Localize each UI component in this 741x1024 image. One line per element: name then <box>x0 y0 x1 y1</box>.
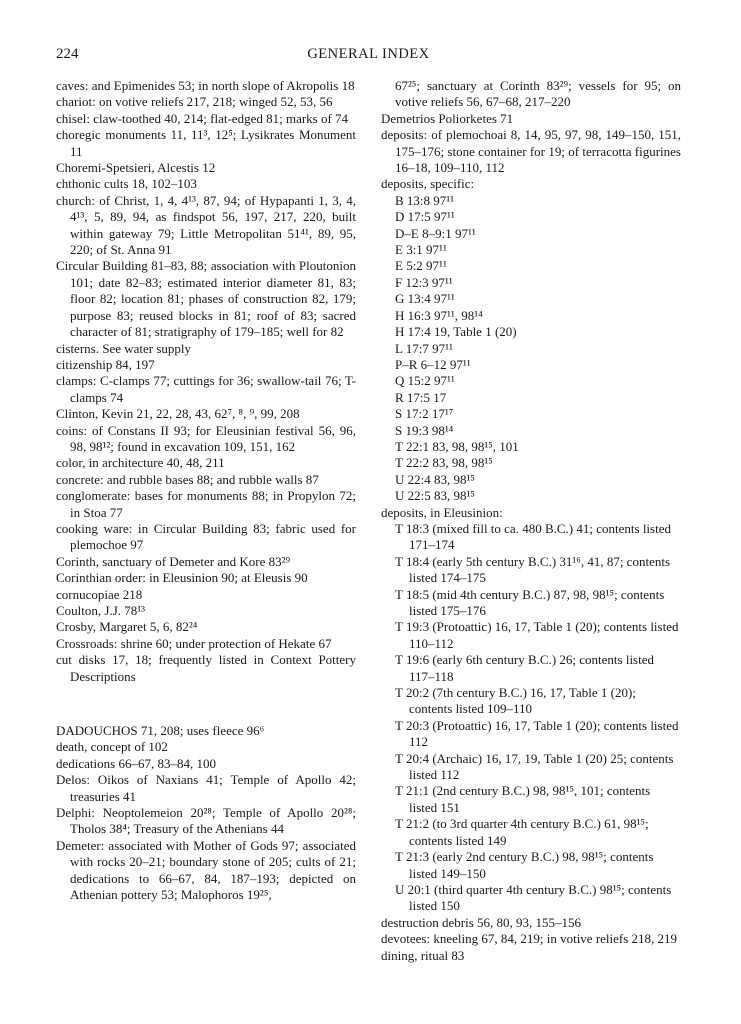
index-entry-color: color, in architecture 40, 48, 211 <box>56 455 225 471</box>
index-subentry-t-19-3: T 19:3 (Protoattic) 16, 17, Table 1 (20); contents listed 110–112 <box>395 619 679 651</box>
index-entry-caves: caves: and Epimenides 53; in north slope of Akropolis 18 <box>56 78 355 93</box>
index-subentry-t-21-3: T 21:3 (early 2nd century B.C.) 98, 98¹⁵; contents listed 149–150 <box>395 849 654 881</box>
index-entry-destruction-debris: destruction debris 56, 80, 93, 155–156 <box>381 914 582 930</box>
index-subentry-q-15-2: Q 15:2 97¹¹ <box>395 373 455 389</box>
index-subentry-t-18-5: T 18:5 (mid 4th century B.C.) 87, 98, 98¹⁵; contents listed 175–176 <box>395 586 665 618</box>
index-entry-deposits-in-eleusinion: deposits, in Eleusinion: <box>381 504 503 520</box>
index-entry-concrete: concrete: and rubble bases 88; and rubble walls 87 <box>56 471 319 487</box>
page-number: 224 <box>56 46 79 62</box>
index-entry-cisterns: cisterns. See water supply <box>56 340 192 356</box>
index-entry-dadouchos: DADOUCHOS 71, 208; uses fleece 96⁶ <box>56 723 265 739</box>
index-subentry-t-21-1: T 21:1 (2nd century B.C.) 98, 98¹⁵, 101; contents listed 151 <box>395 783 651 815</box>
index-subentry-g-13-4: G 13:4 97¹¹ <box>395 291 455 307</box>
index-entry-corinth: Corinth, sanctuary of Demeter and Kore 83²⁹ <box>56 553 291 569</box>
index-entry-choregic-monuments: choregic monuments 11, 11³, 12⁵; Lysikrates Monument 11 <box>56 127 356 159</box>
index-entry-cut-disks: cut disks 17, 18; frequently listed in Context Pottery Descriptions <box>56 652 356 684</box>
index-subentry-s-17-2: S 17:2 17¹⁷ <box>395 406 454 422</box>
index-subentry-t-22-2: T 22:2 83, 98, 98¹⁵ <box>395 455 493 471</box>
index-entry-cooking-ware: cooking ware: in Circular Building 83; fabric used for plemochoe 97 <box>56 520 356 553</box>
index-entry-dining-ritual: dining, ritual 83 <box>381 947 465 963</box>
index-subentry-t-20-3: T 20:3 (Protoattic) 16, 17, Table 1 (20); contents listed 112 <box>395 717 679 750</box>
index-entry-cornucopiae: cornucopiae 218 <box>56 586 143 602</box>
index-subentry-l-17-7: L 17:7 97¹¹ <box>395 340 453 356</box>
right-column <box>381 78 681 964</box>
index-subentry-t-18-4: T 18:4 (early 5th century B.C.) 31¹⁶, 41, 87; contents listed 174–175 <box>395 553 671 586</box>
index-subentry-t-20-2: T 20:2 (7th century B.C.) 16, 17, Table 1 (20); contents listed 109–110 <box>395 685 636 717</box>
index-entry-demeter: Demeter: associated with Mother of Gods 97; associated with rocks 20–21; boundary stone of 205; cults of 21; dedications to 66–67, 84, 187–193; depicted on Athenian pottery 53; Malophoros 19²⁵, <box>56 837 356 903</box>
page-header <box>56 46 681 68</box>
letter-gap <box>56 685 356 723</box>
index-subentry-d-17-5: D 17:5 97¹¹ <box>395 209 455 225</box>
index-subentry-s-19-3: S 19:3 98¹⁴ <box>395 422 454 438</box>
index-entry-death: death, concept of 102 <box>56 739 168 755</box>
index-subentry-u-22-5: U 22:5 83, 98¹⁵ <box>395 488 475 504</box>
index-entry-church: church: of Christ, 1, 4, 4¹³, 87, 94; of Hypapanti 1, 3, 4, 4¹³, 5, 89, 94, as findspot 56, 197, 217, 220, built within gateway 79; Little Metropolitan 51⁴¹, 89, 95, 220; of St. Anna 91 <box>56 192 356 258</box>
index-entry-delos: Delos: Oikos of Naxians 41; Temple of Apollo 42; treasuries 41 <box>56 772 356 804</box>
index-entry-deposits-specific: deposits, specific: <box>381 176 475 192</box>
index-entry-crossroads: Crossroads: shrine 60; under protection of Hekate 67 <box>56 635 332 651</box>
index-subentry-t-18-3: T 18:3 (mixed fill to ca. 480 B.C.) 41; contents listed 171–174 <box>395 520 671 553</box>
index-entry-crosby: Crosby, Margaret 5, 6, 82²⁴ <box>56 619 198 635</box>
index-entry-chariot: chariot: on votive reliefs 217, 218; winged 52, 53, 56 <box>56 94 333 110</box>
index-entry-devotees: devotees: kneeling 67, 84, 219; in votive reliefs 218, 219 <box>381 931 678 947</box>
index-entry-delphi: Delphi: Neoptolemeion 20²⁸; Temple of Apollo 20²⁸; Tholos 38⁴; Treasury of the Athenians 44 <box>56 805 356 837</box>
index-subentry-p-r-6-12: P–R 6–12 97¹¹ <box>395 356 471 372</box>
index-entry-conglomerate: conglomerate: bases for monuments 88; in Propylon 72; in Stoa 77 <box>56 488 356 520</box>
index-subentry-u-22-4: U 22:4 83, 98¹⁵ <box>395 471 475 487</box>
index-subentry-e-5-2: E 5:2 97¹¹ <box>395 258 447 274</box>
index-subentry-h-17-4: H 17:4 19, Table 1 (20) <box>395 324 517 340</box>
index-entry-demetrios-poliorketes: Demetrios Poliorketes 71 <box>381 110 514 126</box>
index-entry-citizenship: citizenship 84, 197 <box>56 356 155 372</box>
index-entry-demeter-continued: 67²⁵; sanctuary at Corinth 83²⁹; vessels for 95; on votive reliefs 56, 67–68, 217–220 <box>395 78 681 110</box>
index-subentry-d-e-8-9-1: D–E 8–9:1 97¹¹ <box>395 225 476 241</box>
index-subentry-e-3-1: E 3:1 97¹¹ <box>395 242 447 258</box>
left-column <box>56 78 356 904</box>
index-subentry-b-13-8: B 13:8 97¹¹ <box>395 192 455 208</box>
index-entry-coins: coins: of Constans II 93; for Eleusinian festival 56, 96, 98, 98¹²; found in excavation 109, 151, 162 <box>56 422 356 454</box>
index-subentry-f-12-3: F 12:3 97¹¹ <box>395 274 453 290</box>
index-entry-chisel: chisel: claw-toothed 40, 214; flat-edged 81; marks of 74 <box>56 110 349 126</box>
index-subentry-t-19-6: T 19:6 (early 6th century B.C.) 26; contents listed 117–118 <box>395 652 654 684</box>
index-subentry-t-21-2: T 21:2 (to 3rd quarter 4th century B.C.) 61, 98¹⁵; contents listed 149 <box>395 816 649 848</box>
index-entry-chthonic-cults: chthonic cults 18, 102–103 <box>56 176 197 192</box>
index-subentry-h-16-3: H 16:3 97¹¹, 98¹⁴ <box>395 307 483 323</box>
index-entry-circular-building: Circular Building 81–83, 88; association with Ploutonion 101; date 82–83; estimated interior diameter 81, 83; floor 82; location 81; phases of construction 82, 179; purpose 83; reused blocks in 81; roof of 83; sacred character of 81; stratigraphy of 179–185; well for 82 <box>56 258 356 340</box>
index-subentry-r-17-5: R 17:5 17 <box>395 389 447 405</box>
index-entry-deposits: deposits: of plemochoai 8, 14, 95, 97, 98, 149–150, 151, 175–176; stone container for 19; of terracotta figurines 16–18, 109–110, 112 <box>381 127 681 176</box>
index-entry-choremi-spetsieri: Choremi-Spetsieri, Alcestis 12 <box>56 160 216 176</box>
index-entry-corinthian-order: Corinthian order: in Eleusinion 90; at Eleusis 90 <box>56 570 308 586</box>
index-subentry-t-20-4: T 20:4 (Archaic) 16, 17, 19, Table 1 (20) 25; contents listed 112 <box>395 750 674 783</box>
index-entry-dedications: dedications 66–67, 83–84, 100 <box>56 755 216 771</box>
index-entry-clinton: Clinton, Kevin 21, 22, 28, 43, 62⁷, ⁸, ⁹, 99, 208 <box>56 406 300 422</box>
index-entry-clamps: clamps: C-clamps 77; cuttings for 36; swallow-tail 76; T-clamps 74 <box>56 373 356 405</box>
running-head: GENERAL INDEX <box>307 46 430 62</box>
index-entry-coulton: Coulton, J.J. 78¹³ <box>56 603 146 618</box>
index-subentry-u-20-1: U 20:1 (third quarter 4th century B.C.) 98¹⁵; contents listed 150 <box>395 881 672 914</box>
index-subentry-t-22-1: T 22:1 83, 98, 98¹⁵, 101 <box>395 438 519 454</box>
